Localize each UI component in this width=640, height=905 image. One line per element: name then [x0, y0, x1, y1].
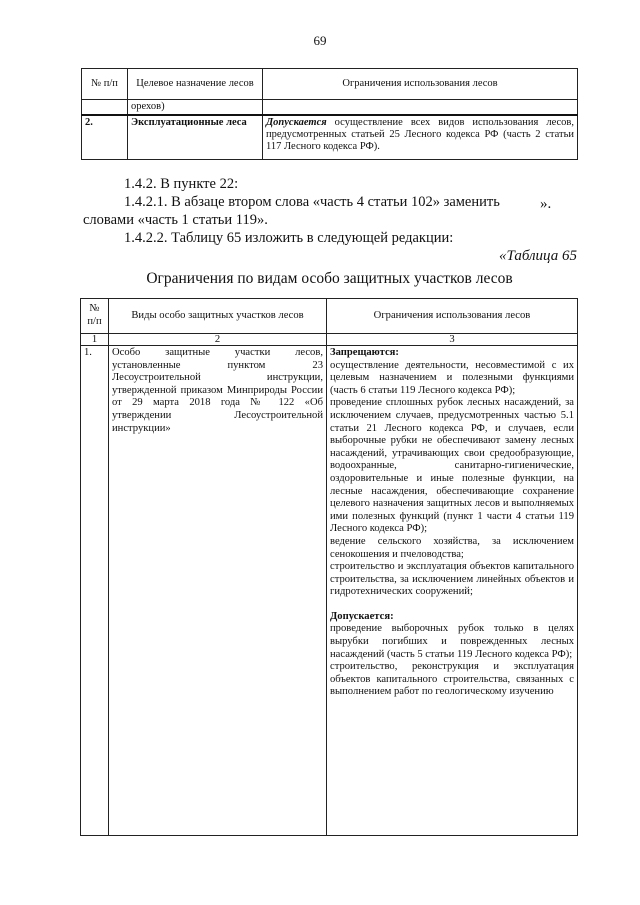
forbidden-lead: Запрещаются:	[330, 347, 399, 358]
header-num: № п/п	[82, 69, 128, 100]
index-cell: 1	[81, 334, 109, 346]
row-number: 1.	[81, 346, 109, 836]
forbidden-item: проведение сплошных рубок лесных насаждений, за исключением случаев, предусмотренных частью 5.1 статьи 21 Лесного кодекса РФ, и случаев, если выборочные рубки не обеспечивают замену лесных насаждений, утрачивающих свои средообразующие, водоохранные, санитарно-гигиенические, оздоровительные и иные полезные функции, на лесные насаждения, обеспечивающие сохранение целевого назначения защитных лесов и выполняемых ими полезных функций (пункт 1 части 4 статьи 119 Лесного кодекса РФ);	[330, 397, 574, 535]
index-cell: 3	[327, 334, 578, 346]
table-row	[81, 346, 578, 836]
table-header-row	[82, 69, 578, 100]
header-area-types: Виды особо защитных участков лесов	[109, 299, 327, 334]
header-num: № п/п	[81, 299, 109, 334]
paragraph-1-4-2: 1.4.2. В пункте 22:	[124, 176, 239, 192]
forbidden-item: осуществление деятельности, несовместимой с их целевым назначением и полезными функциями (часть 6 статьи 119 Лесного кодекса РФ);	[330, 359, 574, 396]
header-restrictions: Ограничения использования лесов	[327, 299, 578, 334]
table-row	[82, 115, 578, 159]
closing-quote: ».	[540, 196, 552, 212]
allowed-item: строительство, реконструкция и эксплуатация объектов капитального строительства, связанных с выполнением работ по геологическому изучению	[330, 661, 574, 698]
restrictions-cell	[327, 346, 578, 836]
forest-purpose-table	[81, 68, 578, 160]
page-number: 69	[313, 33, 327, 48]
restriction-lead: Допускается	[266, 117, 327, 128]
restriction-text	[263, 115, 578, 159]
protected-areas-table	[80, 298, 578, 836]
continuation-cell: орехов)	[128, 100, 263, 116]
forbidden-item: ведение сельского хозяйства, за исключением сенокошения и пчеловодства;	[330, 535, 574, 560]
row-number: 2.	[82, 115, 128, 159]
forbidden-item: строительство и эксплуатация объектов капитального строительства, за исключением линейных объектов и гидротехнических сооружений;	[330, 561, 574, 598]
header-restrictions: Ограничения использования лесов	[263, 69, 578, 100]
table-title: Ограничения по видам особо защитных участков лесов	[146, 270, 513, 287]
allowed-lead: Допускается:	[330, 610, 394, 622]
index-row	[81, 334, 578, 346]
table-row	[82, 100, 578, 116]
paragraph-1-4-2-1-end: словами «часть 1 статьи 119».	[83, 212, 268, 228]
index-cell: 2	[109, 334, 327, 346]
paragraph-1-4-2-2: 1.4.2.2. Таблицу 65 изложить в следующей редакции:	[124, 230, 454, 246]
forest-purpose: Эксплуатационные леса	[128, 115, 263, 159]
table-header-row	[81, 299, 578, 334]
table-reference: «Таблица 65	[499, 248, 577, 264]
area-type: Особо защитные участки лесов, установленные пунктом 23 Лесоустроительной инструкции, утвержденной приказом Минприроды России от 29 марта 2018 года № 122 «Об утверждении Лесоустроительной инструкции»	[109, 346, 327, 836]
allowed-item: проведение выборочных рубок только в целях вырубки погибших и поврежденных лесных насаждений (часть 5 статьи 119 Лесного кодекса РФ);	[330, 623, 574, 660]
header-purpose: Целевое назначение лесов	[128, 69, 263, 100]
restriction-body: осуществление всех видов использования лесов, предусмотренных статьей 25 Лесного кодекса РФ (часть 2 статьи 117 Лесного кодекса РФ).	[266, 117, 575, 152]
paragraph-1-4-2-1-start: 1.4.2.1. В абзаце втором слова «часть 4 статьи 102» заменить	[124, 194, 500, 210]
